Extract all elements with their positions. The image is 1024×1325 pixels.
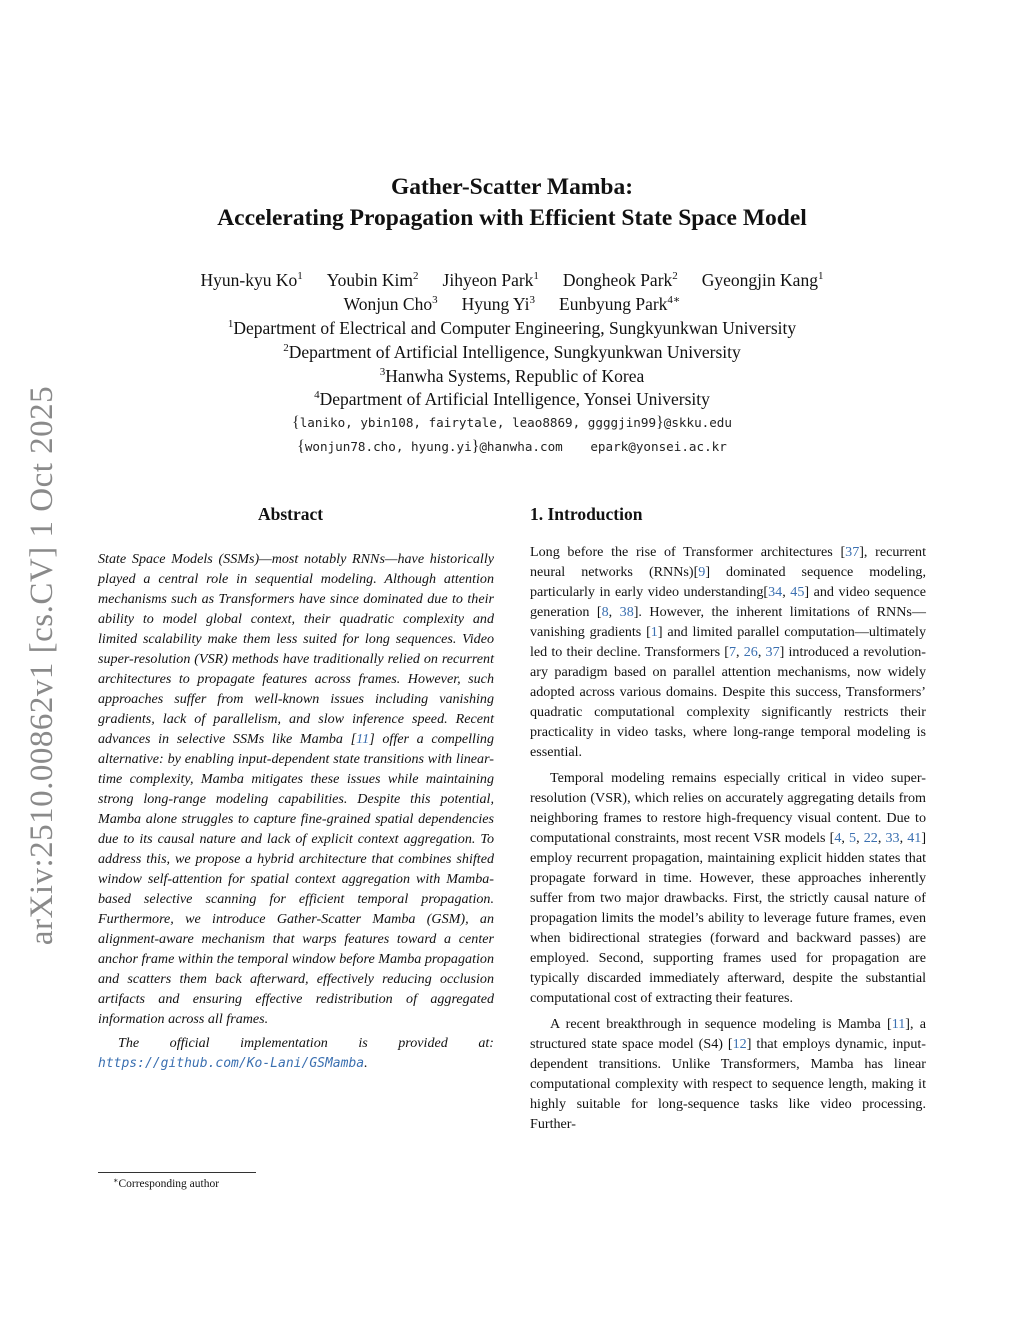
- email-line-1: [100, 414, 924, 432]
- implementation-text: The official implementation is provided at:: [118, 1035, 494, 1051]
- author-affiliation-marker: 1: [533, 270, 539, 282]
- intro-text: ] that employs dynamic, input-dependent transitions. Unlike Transformers, Mamba has linear computational complexity with respect to sequence length, making it highly suitable for long-sequence tasks like video processing. Further-: [530, 1036, 926, 1132]
- citation-link[interactable]: 1: [650, 624, 658, 640]
- intro-text: ,: [757, 644, 766, 660]
- citation-link[interactable]: 4: [834, 830, 842, 846]
- author-name-text: Eunbyung Park: [559, 294, 668, 314]
- citation-link[interactable]: 11: [356, 731, 370, 747]
- author-name: [462, 292, 535, 316]
- intro-text: A recent breakthrough in sequence modeling is Mamba [: [550, 1016, 892, 1032]
- brace-open: {: [292, 414, 300, 431]
- author-name-text: Gyeongjin Kang: [701, 270, 818, 290]
- affiliation-text: Department of Artificial Intelligence, Sungkyunkwan University: [288, 342, 741, 362]
- brace-open: {: [297, 438, 305, 455]
- intro-text: ,: [856, 830, 864, 846]
- repository-link[interactable]: https://github.com/Ko-Lani/GSMamba: [98, 1056, 365, 1071]
- affiliation-marker: 4: [314, 389, 320, 401]
- email-address: epark@yonsei.ac.kr: [590, 439, 727, 454]
- intro-text: ], a structured state space model (S4) [: [530, 1016, 926, 1052]
- intro-text: ] and limited parallel computation—ultimately led to their decline. Transformers [: [530, 624, 926, 660]
- citation-link[interactable]: 38: [619, 604, 634, 620]
- author-list-row-1: [100, 268, 924, 292]
- footnote-text: Corresponding author: [118, 1178, 220, 1190]
- author-name: [702, 268, 824, 292]
- author-affiliation-marker: 3: [432, 294, 438, 306]
- author-name-text: Dongheok Park: [562, 270, 673, 290]
- title-line-1: Gather-Scatter Mamba:: [390, 174, 634, 200]
- email-line-2: [100, 438, 924, 456]
- footnote: [113, 1178, 219, 1190]
- affiliation-text: Department of Artificial Intelligence, Yonsei University: [319, 389, 710, 409]
- intro-text: ]. However, the inherent limitations of RNNs—vanishing gradients [: [530, 604, 926, 640]
- citation-link[interactable]: 12: [732, 1036, 747, 1052]
- intro-text: ,: [736, 644, 744, 660]
- affiliation-3: [100, 364, 924, 388]
- citation-link[interactable]: 37: [845, 544, 860, 560]
- intro-paragraph-2: [530, 768, 926, 1008]
- intro-text: ,: [899, 830, 908, 846]
- intro-paragraph-3: [530, 1014, 926, 1134]
- intro-text: ,: [877, 830, 886, 846]
- author-name: [344, 292, 438, 316]
- citation-link[interactable]: 41: [907, 830, 922, 846]
- affiliation-text: Department of Electrical and Computer Engineering, Sungkyunkwan University: [233, 318, 797, 338]
- email-usernames: wonjun78.cho, hyung.yi: [304, 439, 472, 454]
- intro-text: Temporal modeling remains especially critical in video super-resolution (VSR), which relies on accurately aggregating details from neighboring frames to restore high-frequency visual content. Due to computational constraints, most recent VSR models [: [530, 770, 926, 846]
- title-line-2: Accelerating Propagation with Efficient State Space Model: [217, 205, 807, 231]
- paper-title: [100, 172, 924, 234]
- author-affiliation-marker: 3: [529, 294, 536, 306]
- affiliation-4: [100, 387, 924, 411]
- abstract-text: State Space Models (SSMs)—most notably RNNs—have historically played a central role in sequential modeling. Although attention mechanisms such as Transformers have since dominated due to their ability to model global context, their quadratic complexity and limited scalability make them less suited for long sequences. Video super-resolution (VSR) methods have traditionally relied on recurrent architectures to propagate features across frames. However, such approaches suffer from well-known issues including vanishing gradients, lack of parallelism, and slow inference speed. Recent advances in selective SSMs like Mamba [: [98, 551, 494, 747]
- email-domain: @skku.edu: [663, 415, 732, 430]
- citation-link[interactable]: 33: [885, 830, 900, 846]
- brace-close: }: [656, 414, 664, 431]
- author-name: [443, 268, 539, 292]
- author-name: [559, 292, 680, 316]
- author-name-text: Hyun-kyu Ko: [200, 270, 298, 290]
- citation-link[interactable]: 37: [765, 644, 780, 660]
- affiliation-marker: 3: [379, 366, 386, 378]
- affiliation-text: Hanwha Systems, Republic of Korea: [385, 366, 645, 386]
- arxiv-identifier-stamp: [14, 380, 72, 950]
- affiliation-2: [100, 340, 924, 364]
- author-name-text: Jihyeon Park: [442, 270, 534, 290]
- citation-link[interactable]: 7: [728, 644, 737, 660]
- brace-close: }: [471, 438, 480, 455]
- email-domain: @hanwha.com: [479, 439, 563, 454]
- citation-link[interactable]: 11: [891, 1016, 906, 1032]
- author-name: [563, 268, 678, 292]
- citation-link[interactable]: 26: [743, 644, 758, 660]
- author-name: [201, 268, 303, 292]
- abstract-heading: Abstract: [258, 504, 324, 524]
- introduction-heading: 1. Introduction: [530, 504, 643, 524]
- author-affiliation-marker: 4∗: [667, 294, 681, 306]
- citation-link[interactable]: 8: [601, 604, 609, 620]
- author-affiliation-marker: 2: [413, 270, 419, 282]
- intro-text: ] introduced a revolutionary paradigm based on parallel attention mechanisms, now widely adopted across various domains. Despite this success, Transformers’ quadratic computational complexity significantly restricts their practicality in video tasks, where long-range temporal modeling is essential.: [530, 644, 926, 760]
- author-affiliation-marker: 2: [672, 270, 678, 282]
- arxiv-identifier-text: arXiv:2510.00862v1 [cs.CV] 1 Oct 2025: [24, 385, 61, 945]
- affiliation-marker: 2: [283, 342, 289, 354]
- intro-text: ] employ recurrent propagation, maintaining explicit hidden states that propagate forward in time. However, these approaches inherently suffer from two major drawbacks. First, the strictly causal nature of propagation limits the model’s ability to leverage future frames, even when bidirectional strategies (forward and backward passes) are employed. Second, supporting frames used for propagation are typically discarded immediately afterward, despite the substantial computational cost of extracting their features.: [530, 830, 927, 1006]
- author-name-text: Hyung Yi: [461, 294, 530, 314]
- intro-text: ], recurrent neural networks (RNNs)[: [530, 544, 926, 580]
- intro-text: Long before the rise of Transformer architectures [: [530, 544, 846, 560]
- abstract-text: ] offer a compelling alternative: by enabling input-dependent state transitions with linear-time complexity, Mamba mitigates these issues while maintaining strong long-range modeling capabilities. Despite this potential, Mamba alone struggles to capture fine-grained spatial dependencies due to its causal nature and lack of explicit context aggregation. To address this, we propose a hybrid architecture that combines shifted window self-attention for spatial context aggregation with Mamba-based selective scanning for efficient temporal propagation. Furthermore, we introduce Gather-Scatter Mamba (GSM), an alignment-aware mechanism that warps features toward a center anchor frame within the temporal window before Mamba propagation and scatters them back afterward, effectively reducing occlusion artifacts and ensuring effective redistribution of aggregated information across all frames.: [98, 731, 494, 1027]
- affiliation-marker: 1: [227, 318, 234, 330]
- citation-link[interactable]: 34: [768, 584, 783, 600]
- citation-link[interactable]: 45: [790, 584, 805, 600]
- implementation-note: [98, 1033, 494, 1074]
- email-usernames: laniko, ybin108, fairytale, leao8869, ggggjin99: [299, 415, 657, 430]
- citation-link[interactable]: 9: [698, 564, 706, 580]
- author-name-text: Wonjun Cho: [343, 294, 433, 314]
- intro-text: ,: [608, 604, 620, 620]
- intro-text: ,: [782, 584, 791, 600]
- footnote-marker: ∗: [113, 1176, 119, 1185]
- intro-text: ] and video sequence generation [: [530, 584, 926, 620]
- author-name-text: Youbin Kim: [326, 270, 414, 290]
- introduction-body: [530, 542, 926, 1140]
- footnote-divider: [98, 1172, 256, 1173]
- intro-text: ] dominated sequence modeling, particularly in early video understanding[: [530, 564, 926, 600]
- author-name: [327, 268, 419, 292]
- implementation-period: .: [364, 1055, 368, 1071]
- citation-link[interactable]: 5: [849, 830, 857, 846]
- author-affiliation-marker: 1: [297, 270, 303, 282]
- citation-link[interactable]: 22: [863, 830, 878, 846]
- abstract-body: [98, 549, 494, 1074]
- intro-paragraph-1: [530, 542, 926, 762]
- author-affiliation-marker: 1: [817, 270, 824, 282]
- affiliation-1: [100, 316, 924, 340]
- author-list-row-2: [100, 292, 924, 316]
- intro-text: ,: [841, 830, 850, 846]
- abstract-paragraph: [98, 549, 494, 1029]
